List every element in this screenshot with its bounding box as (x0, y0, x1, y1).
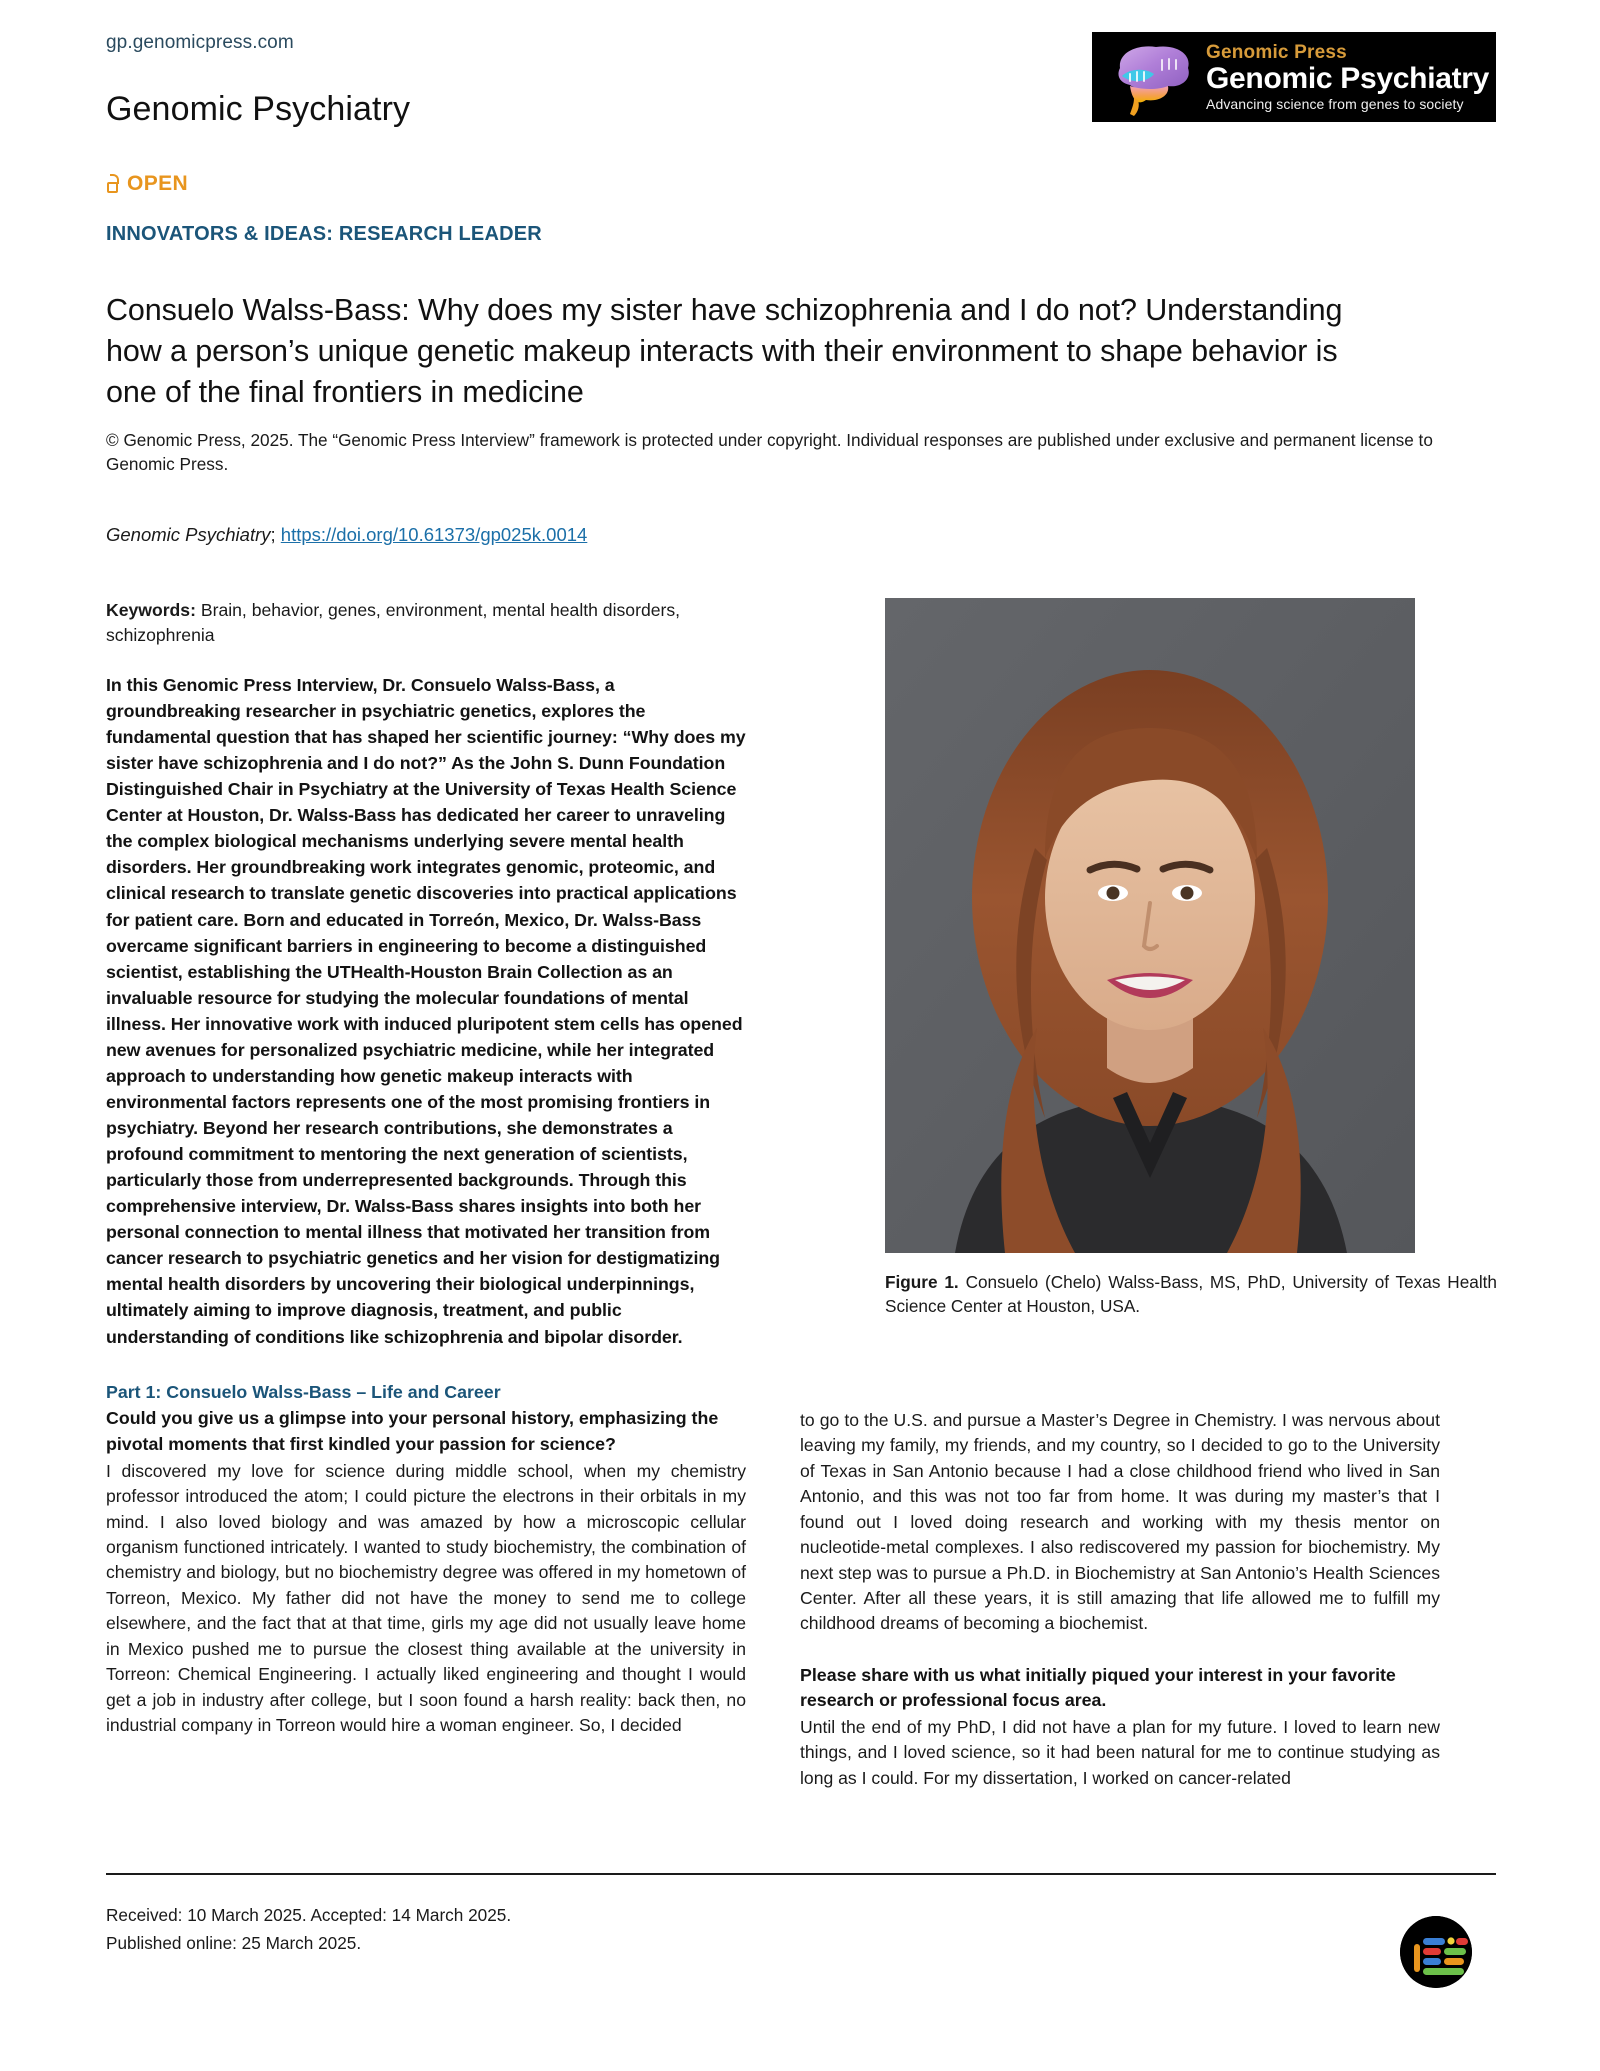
part1-answer-right: to go to the U.S. and pursue a Master’s Degree in Chemistry. I was nervous about leaving my family, my friends, and my country, so I decided to go to the University of Texas in San Antonio because I had a close childhood friend who lived in San Antonio, and this was not too far from home. It was during my master’s that I found out I loved doing research and working with my thesis mentor on nucleotide-metal complexes. I also rediscovered my passion for biochemistry. My next step was to pursue a Ph.D. in Biochemistry at San Antonio’s Health Sciences Center. After all these years, it is still amazing that life allowed me to fulfill my childhood dreams of becoming a biochemist. (800, 1410, 1440, 1634)
right-column-text (800, 1407, 1440, 1791)
site-url[interactable]: gp.genomicpress.com (106, 32, 294, 53)
part1-heading: Part 1: Consuelo Walss-Bass – Life and Career (106, 1381, 501, 1402)
part1-question-2: Please share with us what initially piqued your interest in your favorite research or professional focus area. (800, 1664, 1396, 1711)
logo-publisher-name: Genomic Press (1206, 42, 1347, 63)
brain-icon (1100, 38, 1200, 116)
doi-separator: ; (270, 524, 281, 545)
open-access-badge (106, 172, 188, 196)
doi-journal-name: Genomic Psychiatry (106, 524, 271, 545)
keywords-label: Keywords: (106, 600, 196, 620)
copyright-notice: © Genomic Press, 2025. The “Genomic Press Interview” framework is protected under copyright. Individual responses are published under exclusive and permanent license to Genomic Press. (106, 430, 1433, 475)
logo-tagline: Advancing science from genes to society (1206, 96, 1464, 112)
portrait-photo (885, 598, 1415, 1253)
article-kicker: INNOVATORS & IDEAS: RESEARCH LEADER (106, 223, 542, 245)
part1-question: Could you give us a glimpse into your personal history, emphasizing the pivotal moments that first kindled your passion for science? (106, 1408, 719, 1455)
part1-answer-left: I discovered my love for science during middle school, when my chemistry professor introduced the atom; I could picture the electrons in their orbitals in my mind. I also loved biology and was amazed by how a microscopic cellular organism functioned intricately. I wanted to study biochemistry, the combination of chemistry and biology, but no biochemistry degree was offered in my hometown of Torreon, Mexico. My father did not have the money to send me to college elsewhere, and the fact that at that time, girls my age did not usually leave home in Mexico pushed me to pursue the closest thing available at the university in Torreon: Chemical Engineering. I actually liked engineering and thought I would get a job in industry after college, but I soon found a harsh reality: back then, no industrial company in Torreon would hire a woman engineer. So, I decided (106, 1460, 746, 1735)
received-accepted-line: Received: 10 March 2025. Accepted: 14 March 2025. (106, 1905, 512, 1925)
doi-citation (106, 524, 587, 546)
open-access-label: OPEN (127, 172, 189, 195)
journal-logo (1092, 32, 1496, 122)
part1-answer-2: Until the end of my PhD, I did not have a plan for my future. I loved to learn new things, and I loved science, so it had been natural for me to continue studying as long as I could. For my dissertation, I worked on cancer-related (800, 1717, 1440, 1788)
keywords-block (106, 598, 746, 648)
abstract-text: In this Genomic Press Interview, Dr. Consuelo Walss-Bass, a groundbreaking researcher in psychiatric genetics, explores the fundamental question that has shaped her scientific journey: “Why does my sister have schizophrenia and I do not?” As the John S. Dunn Foundation Distinguished Chair in Psychiatry at the University of Texas Health Science Center at Houston, Dr. Walss-Bass has dedicated her career to unraveling the complex biological mechanisms underlying severe mental health disorders. Her groundbreaking work integrates genomic, proteomic, and clinical research to translate genetic discoveries into practical applications for patient care. Born and educated in Torreón, Mexico, Dr. Walss-Bass overcame significant barriers in engineering to become a distinguished scientist, establishing the UTHealth-Houston Brain Collection as an invaluable resource for studying the molecular foundations of mental illness. Her innovative work with induced pluripotent stem cells has opened new avenues for personalized psychiatric medicine, while her integrated approach to understanding how genetic makeup interacts with environmental factors represents one of the most promising frontiers in psychiatry. Beyond her research contributions, she demonstrates a profound commitment to mentoring the next generation of scientists, particularly those from underrepresented backgrounds. Through this comprehensive interview, Dr. Walss-Bass shares insights into both her personal connection to mental illness that motivated her transition from cancer research to psychiatric genetics and her vision for destigmatizing mental health disorders by uncovering their biological underpinnings, ultimately aiming to improve diagnosis, treatment, and public understanding of conditions like schizophrenia and bipolar disorder. (106, 674, 746, 1347)
figure-caption (885, 1270, 1497, 1318)
open-lock-icon (106, 174, 120, 194)
logo-journal-name: Genomic Psychiatry (1206, 62, 1490, 95)
journal-name: Genomic Psychiatry (106, 90, 411, 128)
right-column-figure (885, 598, 1497, 1318)
doi-link[interactable]: https://doi.org/10.61373/gp025k.0014 (280, 524, 588, 545)
publication-dates (106, 1902, 511, 1958)
left-column (106, 598, 746, 1738)
figure-caption-text: Consuelo (Chelo) Walss-Bass, MS, PhD, University of Texas Health Science Center at Houston, USA. (885, 1272, 1497, 1317)
figure-label: Figure 1. (885, 1272, 959, 1292)
logo-text-block (1206, 43, 1489, 111)
page-title: Consuelo Walss-Bass: Why does my sister have schizophrenia and I do not? Understanding how a person’s unique genetic makeup interacts with their environment to shape behavior is one of the final frontiers in medicine (106, 293, 1343, 409)
publisher-badge-icon (1400, 1916, 1472, 1988)
footer-divider (106, 1873, 1496, 1875)
keywords-list: Brain, behavior, genes, environment, mental health disorders, schizophrenia (106, 600, 681, 645)
published-online-line: Published online: 25 March 2025. (106, 1932, 362, 1953)
